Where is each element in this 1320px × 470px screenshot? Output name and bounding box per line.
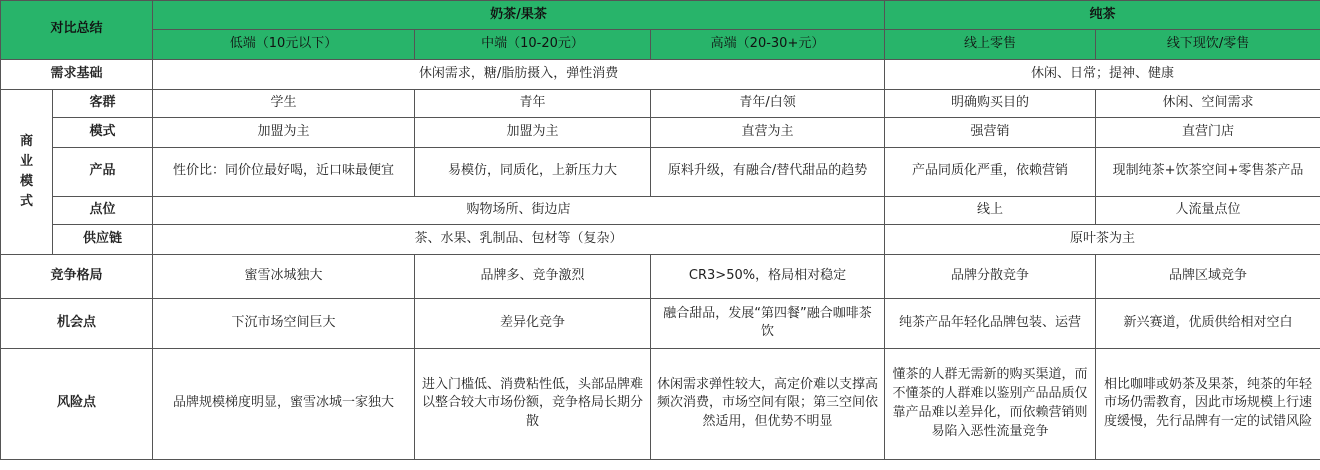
- cell-opportunity-low: 下沉市场空间巨大: [153, 299, 415, 349]
- cell-customers-high: 青年/白领: [651, 89, 885, 117]
- row-label-product: 产品: [53, 147, 153, 197]
- row-label-business-model: 商业模式: [1, 89, 53, 254]
- cell-customers-online: 明确购买目的: [885, 89, 1096, 117]
- cell-supply-puretea: 原叶茶为主: [885, 225, 1320, 254]
- cell-risk-low: 品牌规模梯度明显，蜜雪冰城一家独大: [153, 348, 415, 459]
- header-col-online: 线上零售: [885, 30, 1096, 59]
- cell-risk-mid: 进入门槛低、消费粘性低，头部品牌难以整合较大市场份额，竞争格局长期分散: [415, 348, 651, 459]
- table-row-opportunity: [1, 299, 1320, 349]
- header-group-milktea: 奶茶/果茶: [153, 1, 885, 30]
- cell-location-offline: 人流量点位: [1096, 197, 1320, 225]
- header-col-high: 高端（20-30+元）: [651, 30, 885, 59]
- cell-competition-mid: 品牌多、竞争激烈: [415, 254, 651, 298]
- cell-demand-puretea: 休闲、日常；提神、健康: [885, 59, 1320, 89]
- cell-competition-low: 蜜雪冰城独大: [153, 254, 415, 298]
- table-row-risk: [1, 348, 1320, 459]
- row-label-opportunity: 机会点: [1, 299, 153, 349]
- row-label-supply: 供应链: [53, 225, 153, 254]
- table-row-demand: [1, 59, 1320, 89]
- row-label-customers: 客群: [53, 89, 153, 117]
- cell-mode-online: 强营销: [885, 118, 1096, 147]
- cell-competition-offline: 品牌区域竞争: [1096, 254, 1320, 298]
- cell-customers-mid: 青年: [415, 89, 651, 117]
- table-row-supply: [1, 225, 1320, 254]
- cell-supply-milktea: 茶、水果、乳制品、包材等（复杂）: [153, 225, 885, 254]
- header-col-offline: 线下现饮/零售: [1096, 30, 1320, 59]
- cell-risk-online: 懂茶的人群无需新的购买渠道，而不懂茶的人群难以鉴别产品品质仅靠产品难以差异化，而依赖营销则易陷入恶性流量竞争: [885, 348, 1096, 459]
- cell-mode-mid: 加盟为主: [415, 118, 651, 147]
- cell-risk-high: 休闲需求弹性较大，高定价难以支撑高频次消费，市场空间有限；第三空间依然适用，但优势不明显: [651, 348, 885, 459]
- row-label-risk: 风险点: [1, 348, 153, 459]
- cell-location-online: 线上: [885, 197, 1096, 225]
- table-row-location: [1, 197, 1320, 225]
- header-col-mid: 中端（10-20元）: [415, 30, 651, 59]
- row-label-demand: 需求基础: [1, 59, 153, 89]
- table-row-customers: [1, 89, 1320, 117]
- cell-product-low: 性价比：同价位最好喝，近口味最便宜: [153, 147, 415, 197]
- table-row-product: [1, 147, 1320, 197]
- cell-customers-offline: 休闲、空间需求: [1096, 89, 1320, 117]
- row-label-mode: 模式: [53, 118, 153, 147]
- cell-mode-high: 直营为主: [651, 118, 885, 147]
- header-group-puretea: 纯茶: [885, 1, 1320, 30]
- cell-opportunity-offline: 新兴赛道，优质供给相对空白: [1096, 299, 1320, 349]
- table-row-competition: [1, 254, 1320, 298]
- row-label-competition: 竞争格局: [1, 254, 153, 298]
- cell-opportunity-mid: 差异化竞争: [415, 299, 651, 349]
- cell-risk-offline: 相比咖啡或奶茶及果茶，纯茶的年轻市场仍需教育，因此市场规模上行速度缓慢，先行品牌有一定的试错风险: [1096, 348, 1320, 459]
- cell-opportunity-high: 融合甜品，发展“第四餐”融合咖啡茶饮: [651, 299, 885, 349]
- cell-competition-online: 品牌分散竞争: [885, 254, 1096, 298]
- table-row-mode: [1, 118, 1320, 147]
- header-col-low: 低端（10元以下）: [153, 30, 415, 59]
- row-label-location: 点位: [53, 197, 153, 225]
- cell-product-high: 原料升级，有融合/替代甜品的趋势: [651, 147, 885, 197]
- cell-product-mid: 易模仿，同质化，上新压力大: [415, 147, 651, 197]
- cell-mode-offline: 直营门店: [1096, 118, 1320, 147]
- header-corner: 对比总结: [1, 1, 153, 60]
- cell-competition-high: CR3>50%，格局相对稳定: [651, 254, 885, 298]
- cell-location-milktea: 购物场所、街边店: [153, 197, 885, 225]
- cell-opportunity-online: 纯茶产品年轻化品牌包装、运营: [885, 299, 1096, 349]
- cell-product-online: 产品同质化严重，依赖营销: [885, 147, 1096, 197]
- cell-customers-low: 学生: [153, 89, 415, 117]
- cell-product-offline: 现制纯茶+饮茶空间+零售茶产品: [1096, 147, 1320, 197]
- cell-demand-milktea: 休闲需求，糖/脂肪摄入，弹性消费: [153, 59, 885, 89]
- cell-mode-low: 加盟为主: [153, 118, 415, 147]
